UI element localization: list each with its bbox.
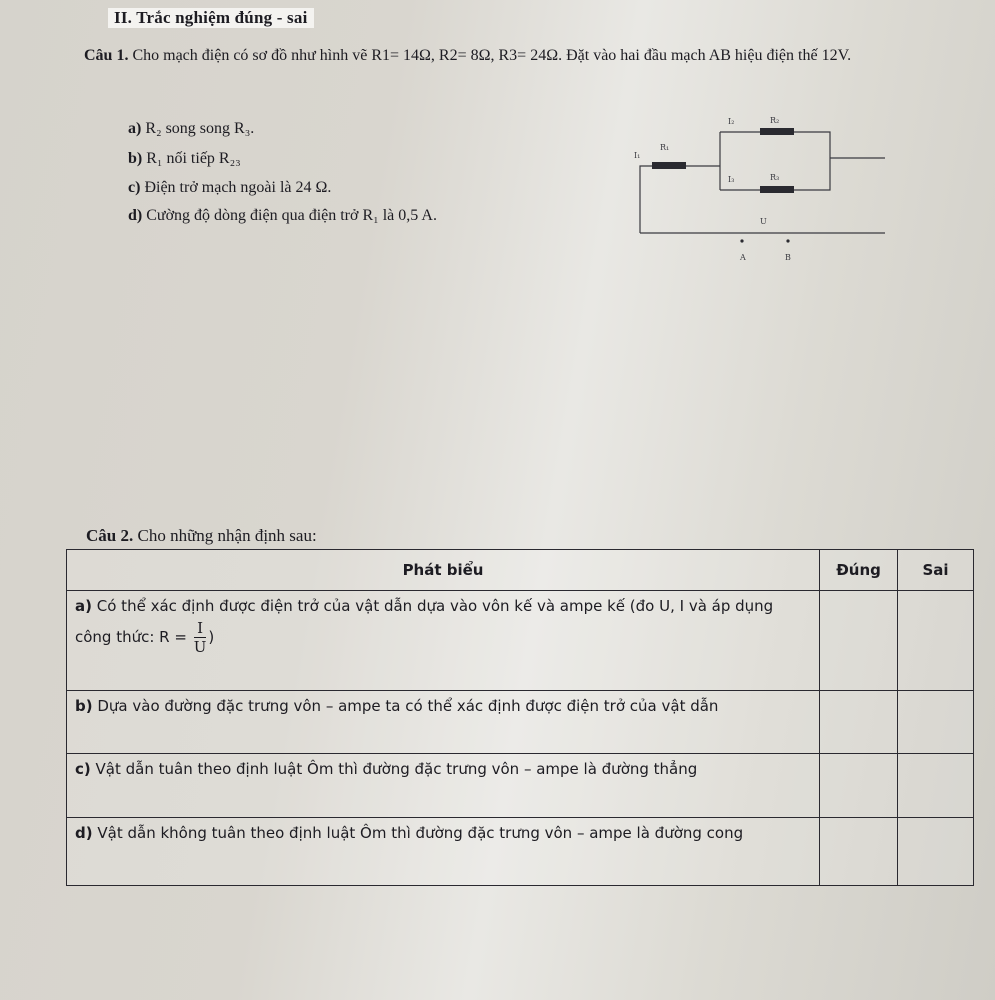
- statement-text: Dựa vào đường đặc trưng vôn – ampe ta có thể xác định được điện trở của vật dẫn: [97, 697, 719, 715]
- table-row: [67, 591, 974, 691]
- true-false-table: [66, 549, 974, 886]
- question-1-option-c: [128, 179, 331, 197]
- table-row: [67, 691, 974, 754]
- true-answer-cell[interactable]: [820, 754, 898, 818]
- circuit-diagram: [630, 108, 890, 268]
- label-b: B: [785, 253, 791, 262]
- label-i1: I₁: [634, 151, 641, 160]
- formula-fraction: [194, 619, 207, 656]
- fraction-numerator: I: [194, 619, 207, 638]
- statement-cell: [67, 591, 820, 691]
- table-row: [67, 754, 974, 818]
- resistor-r3: [760, 186, 794, 193]
- statement-tail: ): [208, 628, 215, 646]
- resistor-r1: [652, 162, 686, 169]
- option-text: Cường độ dòng điện qua điện trở R₁ là 0,5 A.: [146, 207, 437, 224]
- true-answer-cell[interactable]: [820, 591, 898, 691]
- label-u: U: [760, 217, 767, 226]
- header-statement: Phát biểu: [67, 550, 820, 591]
- question-1-text: Cho mạch điện có sơ đồ như hình vẽ R1= 14Ω, R2= 8Ω, R3= 24Ω. Đặt vào hai đầu mạch AB hiệu điện thế 12V.: [132, 47, 852, 64]
- fraction-denominator: U: [193, 638, 207, 656]
- statement-key: a): [75, 597, 92, 615]
- question-1-option-b: [128, 150, 241, 168]
- label-a: A: [740, 253, 746, 262]
- question-2-text: Cho những nhận định sau:: [137, 526, 317, 545]
- false-answer-cell[interactable]: [898, 591, 974, 691]
- statement-text: Có thể xác định được điện trở của vật dẫn dựa vào vôn kế và ampe kế (đo U, I và áp dụng công thức: R =: [75, 597, 774, 646]
- true-answer-cell[interactable]: [820, 818, 898, 886]
- table-row: [67, 818, 974, 886]
- label-i2: I₂: [728, 117, 735, 126]
- statement-cell: [67, 818, 820, 886]
- question-1-option-d: [128, 207, 437, 225]
- statement-cell: [67, 691, 820, 754]
- false-answer-cell[interactable]: [898, 691, 974, 754]
- table-header-row: [67, 550, 974, 591]
- question-1-option-a: [128, 120, 254, 138]
- label-r3: R₃: [770, 173, 780, 182]
- option-key: c): [128, 179, 141, 196]
- option-text: R₂ song song R₃.: [145, 120, 255, 137]
- statement-text: Vật dẫn không tuân theo định luật Ôm thì đường đặc trưng vôn – ampe là đường cong: [97, 824, 744, 842]
- option-text: R₁ nối tiếp R₂₃: [146, 150, 241, 167]
- statement-key: d): [75, 824, 93, 842]
- false-answer-cell[interactable]: [898, 754, 974, 818]
- false-answer-cell[interactable]: [898, 818, 974, 886]
- header-true: Đúng: [820, 550, 898, 591]
- section-title: II. Trắc nghiệm đúng - sai: [108, 8, 314, 28]
- resistor-r2: [760, 128, 794, 135]
- question-1-label: Câu 1.: [84, 47, 129, 64]
- label-r1: R₁: [660, 143, 670, 152]
- statement-text: Vật dẫn tuân theo định luật Ôm thì đường đặc trưng vôn – ampe là đường thẳng: [95, 760, 698, 778]
- question-1: [84, 44, 964, 68]
- terminal-b: [786, 239, 789, 242]
- statement-key: b): [75, 697, 93, 715]
- statement-key: c): [75, 760, 91, 778]
- terminal-a: [740, 239, 743, 242]
- option-text: Điện trở mạch ngoài là 24 Ω.: [144, 179, 332, 196]
- question-2: [86, 526, 317, 546]
- true-answer-cell[interactable]: [820, 691, 898, 754]
- option-key: a): [128, 120, 142, 137]
- label-i3: I₃: [728, 175, 735, 184]
- option-key: d): [128, 207, 143, 224]
- label-r2: R₂: [770, 116, 780, 125]
- statement-cell: [67, 754, 820, 818]
- option-key: b): [128, 150, 143, 167]
- header-false: Sai: [898, 550, 974, 591]
- question-2-label: Câu 2.: [86, 526, 134, 545]
